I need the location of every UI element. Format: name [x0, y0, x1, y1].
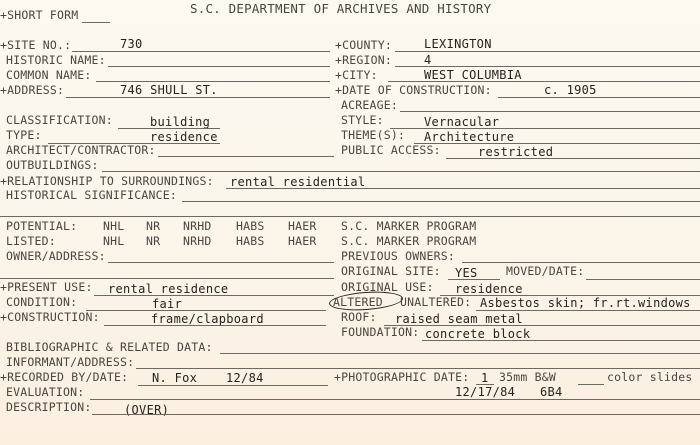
potential-nhl: NHL	[103, 219, 125, 233]
city-line	[388, 81, 700, 82]
relationship-label: +RELATIONSHIP TO SURROUNDINGS:	[0, 174, 214, 188]
architect-line	[158, 156, 334, 157]
address-label: +ADDRESS:	[0, 83, 65, 97]
evaluation-line	[90, 399, 700, 400]
form-title: S.C. DEPARTMENT OF ARCHIVES AND HISTORY	[190, 1, 492, 16]
date-construction-label: +DATE OF CONSTRUCTION:	[335, 83, 492, 97]
potential-nrhd: NRHD	[183, 219, 212, 233]
city-label: +CITY:	[335, 68, 378, 82]
description-value: (OVER)	[124, 403, 170, 417]
listed-nr: NR	[146, 234, 161, 248]
marker-program-1: S.C. MARKER PROGRAM	[341, 219, 477, 233]
present-use-line	[94, 295, 334, 296]
region-line	[395, 66, 700, 67]
type-label: TYPE:	[6, 128, 42, 142]
roof-label: ROOF:	[341, 310, 377, 324]
themes-label: THEME(S):	[341, 128, 406, 142]
style-value: Vernacular	[424, 115, 500, 129]
site-no-value: 730	[120, 37, 143, 51]
common-name-line	[96, 81, 330, 82]
recorded-line	[138, 385, 328, 386]
description-label: DESCRIPTION:	[6, 400, 92, 414]
classification-label: CLASSIFICATION:	[6, 113, 113, 127]
relationship-line	[226, 188, 700, 189]
roof-line	[384, 325, 700, 326]
previous-owners-line	[462, 262, 700, 263]
condition-label: CONDITION:	[6, 295, 78, 309]
public-access-label: PUBLIC ACCESS:	[341, 143, 441, 157]
themes-line	[414, 143, 700, 144]
significance-line	[182, 201, 700, 202]
address-line	[66, 97, 330, 98]
foundation-line	[422, 340, 700, 341]
outbuildings-line	[102, 171, 700, 172]
altered-label: ALTERED	[333, 295, 383, 309]
public-access-line	[446, 158, 700, 159]
outbuildings-label: OUTBUILDINGS:	[6, 158, 99, 172]
region-label: +REGION:	[335, 53, 392, 67]
listed-habs: HABS	[236, 234, 265, 248]
original-site-label: ORIGINAL SITE:	[341, 264, 441, 278]
classification-value: building	[150, 115, 211, 129]
original-site-line	[448, 279, 500, 280]
informant-label: INFORMANT/ADDRESS:	[6, 355, 135, 369]
marker-program-2: S.C. MARKER PROGRAM	[341, 234, 477, 248]
moved-date-line	[586, 279, 700, 280]
original-use-value: residence	[455, 282, 523, 296]
recorded-name: N. Fox	[152, 371, 198, 385]
significance-line-2	[0, 216, 700, 217]
common-name-label: COMMON NAME:	[6, 68, 92, 82]
original-site-value: YES	[455, 266, 478, 280]
city-value: WEST COLUMBIA	[424, 68, 522, 82]
owner-label: OWNER/ADDRESS:	[6, 249, 106, 263]
photo-color-line	[578, 384, 604, 385]
present-use-value: rental residence	[108, 282, 229, 296]
present-use-label: +PRESENT USE:	[0, 280, 93, 294]
construction-label: +CONSTRUCTION:	[0, 310, 100, 324]
original-use-label: ORIGINAL USE:	[341, 280, 434, 294]
altered-value: Asbestos skin; fr.rt.windows	[480, 296, 691, 310]
architect-label: ARCHITECT/CONTRACTOR:	[6, 143, 156, 157]
potential-haer: HAER	[288, 219, 317, 233]
themes-value: Architecture	[424, 130, 515, 144]
listed-nrhd: NRHD	[183, 234, 212, 248]
type-value: residence	[150, 130, 218, 144]
informant-line	[136, 368, 700, 369]
bibliography-label: BIBLIOGRAPHIC & RELATED DATA:	[6, 340, 213, 354]
condition-line	[86, 310, 326, 311]
description-line	[92, 414, 700, 415]
previous-owners-label: PREVIOUS OWNERS:	[341, 249, 455, 263]
moved-date-label: MOVED/DATE:	[506, 264, 585, 278]
listed-haer: HAER	[288, 234, 317, 248]
potential-nr: NR	[146, 219, 161, 233]
photo-bw-label: 35mm B&W	[499, 370, 556, 384]
significance-label: HISTORICAL SIGNIFICANCE:	[6, 188, 177, 202]
condition-value: fair	[152, 297, 183, 311]
construction-value: frame/clapboard	[151, 312, 264, 326]
short-form-line	[82, 22, 110, 23]
foundation-label: FOUNDATION:	[341, 325, 420, 339]
photo-color-label: color slides	[607, 370, 693, 384]
historic-name-line	[108, 66, 330, 67]
style-line	[390, 128, 700, 129]
listed-label: LISTED:	[6, 234, 56, 248]
acreage-label: ACREAGE:	[341, 98, 398, 112]
county-value: LEXINGTON	[424, 37, 492, 51]
relationship-value: rental residential	[230, 175, 366, 189]
potential-habs: HABS	[236, 219, 265, 233]
short-form-label: +SHORT FORM	[0, 8, 79, 22]
bibliography-line	[220, 353, 700, 354]
address-value: 746 SHULL ST.	[120, 83, 218, 97]
recorded-label: +RECORDED BY/DATE:	[0, 370, 129, 384]
potential-label: POTENTIAL:	[6, 219, 78, 233]
altered-line	[476, 310, 700, 311]
site-no-label: +SITE NO.:	[0, 38, 72, 52]
construction-line	[104, 325, 326, 326]
evaluation-label: EVALUATION:	[6, 385, 85, 399]
owner-line-2	[0, 278, 334, 279]
photo-count: 1	[481, 371, 489, 385]
foundation-value: concrete block	[425, 327, 531, 341]
photo-roll-value: 6B4	[540, 385, 563, 399]
date-construction-value: c. 1905	[544, 83, 597, 97]
roof-value: raised seam metal	[395, 312, 523, 326]
historic-name-label: HISTORIC NAME:	[6, 53, 106, 67]
acreage-line	[400, 111, 700, 112]
site-no-line	[72, 51, 330, 52]
recorded-date: 12/84	[226, 371, 264, 385]
date-construction-line	[498, 97, 700, 98]
county-label: +COUNTY:	[335, 38, 392, 52]
photo-date-label: +PHOTOGRAPHIC DATE:	[334, 370, 470, 384]
public-access-value: restricted	[478, 145, 554, 159]
county-line	[395, 51, 700, 52]
region-value: 4	[424, 53, 432, 67]
unaltered-label: UNALTERED:	[400, 295, 472, 309]
photo-date-value: 12/17/84	[455, 385, 516, 399]
owner-line	[108, 262, 334, 263]
style-label: STYLE:	[341, 113, 384, 127]
classification-line	[118, 128, 220, 129]
listed-nhl: NHL	[103, 234, 125, 248]
